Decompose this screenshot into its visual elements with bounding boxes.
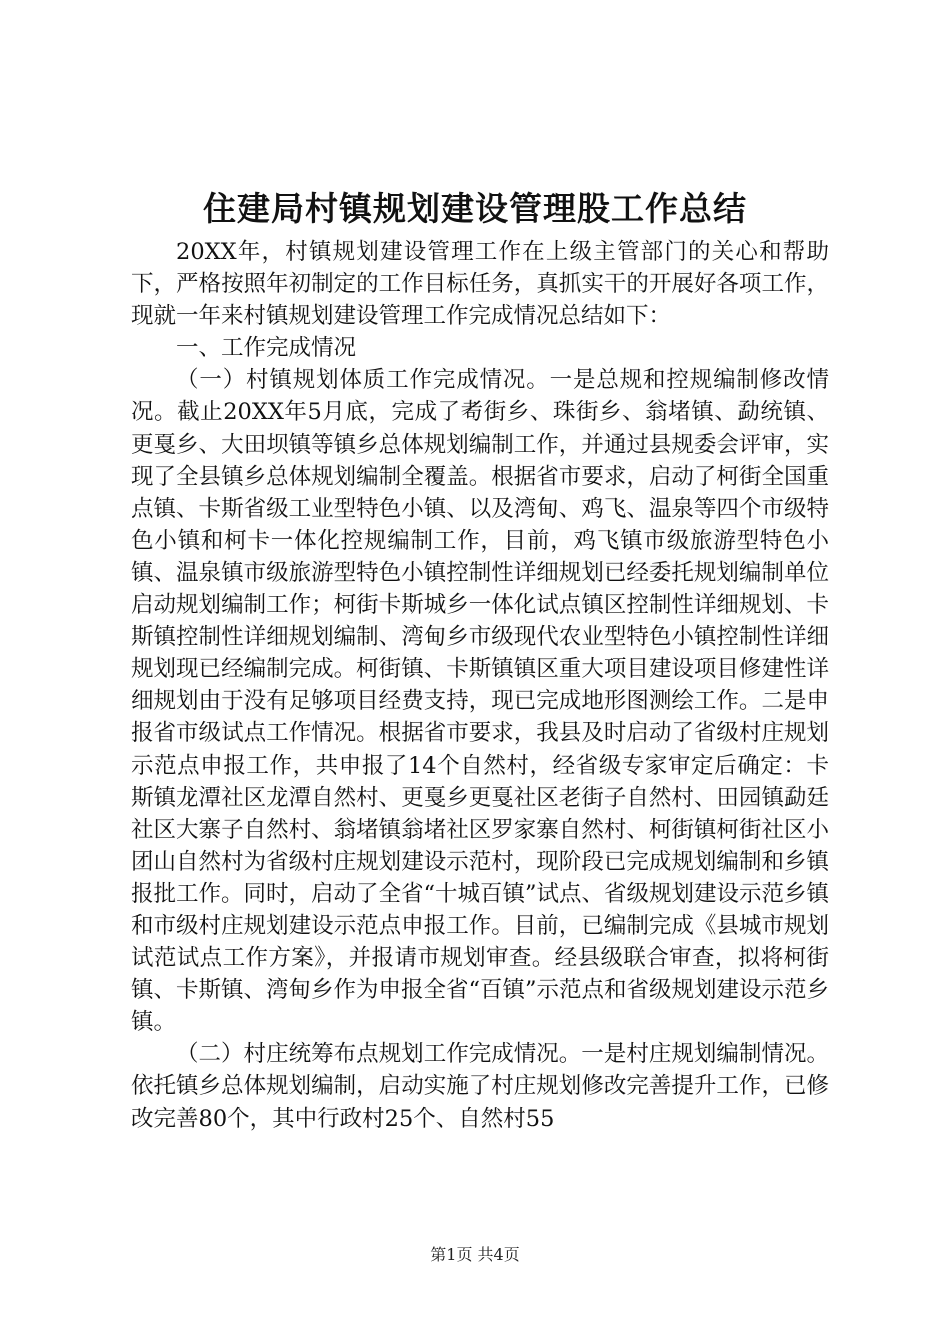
- page-number: 第1页 共4页: [430, 1245, 520, 1264]
- section-heading: 一、工作完成情况: [176, 335, 357, 362]
- paragraph-village-layout: （二）村庄统筹布点规划工作完成情况。一是村庄规划编制情况。依托镇乡总体规划编制，启动实施了村庄规划修改完善提升工作，已修改完善80个，其中行政村25个、自然村55: [131, 1041, 829, 1132]
- paragraph-village-planning: （一）村镇规划体质工作完成情况。一是总规和控规编制修改情况。截止20XX年5月底，完成了耇街乡、珠街乡、翁堵镇、勐统镇、更戛乡、大田坝镇等镇乡总体规划编制工作，并通过县规委会评审，实现了全县镇乡总体规划编制全覆盖。根据省市要求，启动了柯街全国重点镇、卡斯省级工业型特色小镇、以及湾甸、鸡飞、温泉等四个市级特色小镇和柯卡一体化控规编制工作，目前，鸡飞镇市级旅游型特色小镇、温泉镇市级旅游型特色小镇控制性详细规划已经委托规划编制单位启动规划编制工作；柯街卡斯城乡一体化试点镇区控制性详细规划、卡斯镇控制性详细规划编制、湾甸乡市级现代农业型特色小镇控制性详细规划现已经编制完成。柯街镇、卡斯镇镇区重大项目建设项目修建性详细规划由于没有足够项目经费支持，现已完成地形图测绘工作。二是申报省市级试点工作情况。根据省市要求，我县及时启动了省级村庄规划示范点申报工作，共申报了14个自然村，经省级专家审定后确定：卡斯镇龙潭社区龙潭自然村、更戛乡更戛社区老街子自然村、田园镇勐廷社区大寨子自然村、翁堵镇翁堵社区罗家寨自然村、柯街镇柯街社区小团山自然村为省级村庄规划建设示范村，现阶段已完成规划编制和乡镇报批工作。同时，启动了全省“十城百镇”试点、省级规划建设示范乡镇和市级村庄规划建设示范点申报工作。目前，已编制完成《县城市规划试范试点工作方案》，并报请市规划审查。经县级联合审查，拟将柯街镇、卡斯镇、湾甸乡作为申报全省“百镇”示范点和省级规划建设示范乡镇。: [131, 367, 830, 1036]
- document-title: 住建局村镇规划建设管理股工作总结: [203, 189, 747, 228]
- paragraph-intro: 20XX年，村镇规划建设管理工作在上级主管部门的关心和帮助下，严格按照年初制定的工作目标任务，真抓实干的开展好各项工作，现就一年来村镇规划建设管理工作完成情况总结如下：: [131, 239, 829, 330]
- document-body: [131, 236, 829, 1135]
